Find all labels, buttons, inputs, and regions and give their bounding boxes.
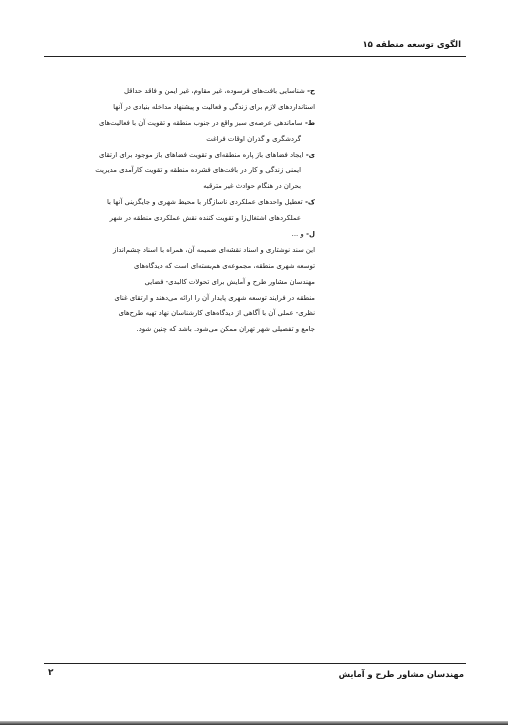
paragraph-line-6 bbox=[136, 322, 315, 338]
header-rule bbox=[44, 56, 466, 57]
paragraph-text-3: مهندسان مشاور طرح و آمایش برای تحولات کالبدی- فضایی bbox=[144, 277, 315, 286]
list-marker-l: ل- bbox=[303, 230, 315, 239]
list-text-t: ساماندهی عرصه‌ی سبز واقع در جنوب منطقه و تقویت آن با فعالیت‌های bbox=[99, 118, 303, 127]
list-text-t-cont: گردشگری و گذران اوقات فراغت bbox=[206, 134, 301, 143]
list-text-k-cont: عملکردهای اشتغال‌زا و تقویت کننده نقش عملکردی منطقه در شهر bbox=[109, 214, 301, 223]
page-bottom-edge bbox=[0, 721, 508, 725]
header-title: الگوی توسعه منطقه ۱۵ bbox=[362, 40, 461, 50]
list-item-y bbox=[99, 148, 315, 164]
list-item-y-cont-1 bbox=[95, 163, 315, 179]
list-item-t bbox=[99, 116, 315, 132]
paragraph-text-4: منطقه در فرایند توسعه شهری پایدار آن را ارائه می‌دهند و ارتقای غنای bbox=[114, 293, 315, 302]
paragraph-text-5: نظری- عملی آن با آگاهی از دیدگاه‌های کارشناسان نهاد تهیه طرح‌های bbox=[118, 309, 315, 318]
list-text-y-cont-1: ایمنی زندگی و کار در بافت‌های فشرده منطقه و تقویت کارآمدی مدیریت bbox=[95, 166, 301, 175]
paragraph-line-1 bbox=[113, 243, 315, 259]
list-marker-k: ک- bbox=[302, 198, 315, 207]
list-text-l: و ... bbox=[291, 230, 304, 239]
list-text-y-cont-2: بحران در هنگام حوادث غیر مترقبه bbox=[203, 182, 301, 191]
paragraph-line-3 bbox=[144, 275, 315, 291]
page-number: ۲ bbox=[48, 668, 54, 678]
list-item-l bbox=[159, 227, 315, 243]
list-item-k-cont bbox=[109, 211, 315, 227]
list-marker-t: ط- bbox=[302, 118, 315, 127]
list-item-h-cont bbox=[113, 100, 315, 116]
list-item-k bbox=[106, 195, 315, 211]
list-text-h-cont: استانداردهای لازم برای زندگی و فعالیت و پیشنهاد مداخله بنیادی در آنها bbox=[113, 102, 315, 111]
paragraph-text-1: این سند نوشتاری و اسناد نقشه‌ای ضمیمه آن، همراه با اسناد چشم‌انداز bbox=[113, 245, 315, 254]
list-marker-h: ح- bbox=[304, 87, 315, 95]
paragraph-text-6: جامع و تفصیلی شهر تهران ممکن می‌شود. باشد که چنین شود. bbox=[136, 325, 315, 334]
list-text-y: ایجاد فضاهای باز پاره منطقه‌ای و تقویت فضاهای باز موجود برای ارتقای bbox=[99, 150, 304, 159]
paragraph-text-2: توسعه شهری منطقه، مجموعه‌ی هم‌بسته‌ای است که دیدگاه‌های bbox=[134, 261, 315, 270]
body-text bbox=[95, 84, 315, 338]
paragraph-line-4 bbox=[114, 291, 315, 307]
list-marker-y: ی- bbox=[303, 150, 315, 159]
list-text-h: شناسایی بافت‌های فرسوده، غیر مقاوم، غیر ایمن و فاقد حداقل bbox=[123, 87, 305, 95]
paragraph-line-2 bbox=[134, 259, 315, 275]
paragraph-line-5 bbox=[118, 306, 315, 322]
list-item-t-cont bbox=[159, 132, 315, 148]
list-text-k: تعطیل واحدهای عملکردی ناسازگار با محیط شهری و جایگزینی آنها با bbox=[106, 198, 303, 207]
footer-firm-name: مهندسان مشاور طرح و آمایش bbox=[338, 669, 464, 679]
list-item-h bbox=[123, 84, 315, 100]
footer-rule bbox=[44, 663, 466, 664]
list-item-y-cont-2 bbox=[159, 179, 315, 195]
